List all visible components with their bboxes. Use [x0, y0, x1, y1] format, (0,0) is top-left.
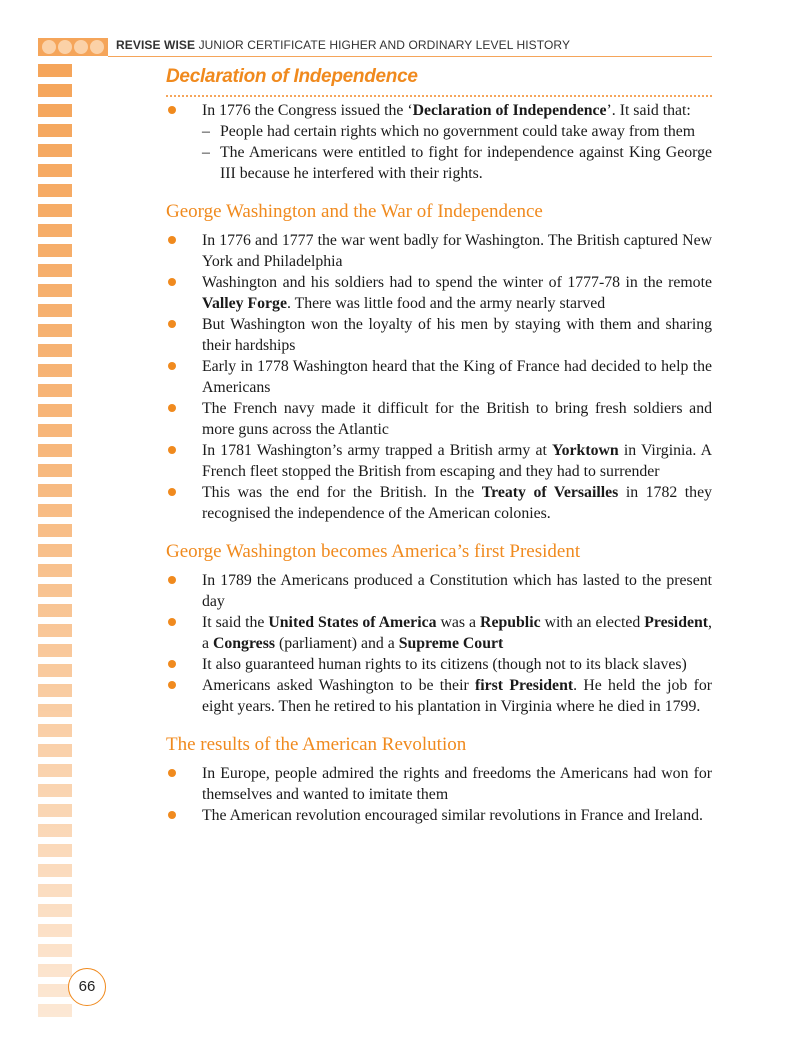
list-item [166, 314, 712, 356]
text-run: Washington and his soldiers had to spend the winter of 1777-78 in the remote [202, 274, 712, 291]
list-item [166, 272, 712, 314]
margin-stripes-fade [38, 64, 72, 1024]
sub-list-item [202, 142, 712, 184]
declaration-list [166, 100, 712, 184]
bold-term: Congress [212, 635, 275, 652]
sub-item-text: People had certain rights which no government could take away from them [220, 123, 696, 140]
text-run: , a [202, 614, 712, 652]
header-brand: REVISE WISE [116, 38, 196, 52]
header-dot [42, 40, 56, 54]
bold-term: Republic [480, 614, 541, 631]
bullet-icon [168, 488, 176, 496]
text-run: In 1776 and 1777 the war went badly for Washington. The British captured New York and Philadelphia [202, 232, 712, 270]
text-run: But Washington won the loyalty of his men by staying with them and sharing their hardships [202, 316, 712, 354]
text-run: in Virginia. A French fleet stopped the British from escaping and they had to surrender [202, 442, 712, 480]
text-run: The French navy made it difficult for the British to bring fresh soldiers and more guns across the Atlantic [202, 400, 712, 438]
bullet-icon [168, 362, 176, 370]
header-rule [108, 56, 712, 57]
bullet-icon [168, 769, 176, 777]
bullet-icon [168, 278, 176, 286]
list-item [166, 230, 712, 272]
list-item [166, 654, 712, 675]
text-run: (parliament) and a [275, 635, 399, 652]
bold-term: Yorktown [551, 442, 619, 459]
bullet-icon [168, 404, 176, 412]
bullet-icon [168, 681, 176, 689]
bullet-icon [168, 106, 176, 114]
text-run: In 1781 Washington’s army trapped a British army at [202, 442, 552, 459]
text-run: Americans asked Washington to be their [202, 677, 475, 694]
list-item [166, 570, 712, 612]
header-dot [58, 40, 72, 54]
list-item [166, 398, 712, 440]
header-dot [90, 40, 104, 54]
page-number: 66 [68, 968, 106, 1006]
declaration-sublist [202, 121, 712, 184]
header-dot [74, 40, 88, 54]
text-run: . There was little food and the army nearly starved [286, 295, 606, 312]
bold-term: first President [475, 677, 574, 694]
bullet-icon [168, 811, 176, 819]
bold-term: President [644, 614, 709, 631]
text-run: In 1776 the Congress issued the ‘ [202, 102, 413, 119]
bullet-list [166, 763, 712, 826]
bullet-icon [168, 236, 176, 244]
dash-icon: – [202, 123, 210, 140]
text-run: It said the [202, 614, 269, 631]
header-subtitle: JUNIOR CERTIFICATE HIGHER AND ORDINARY LEVEL HISTORY [198, 38, 571, 52]
bullet-list [166, 570, 712, 717]
bold-term: Supreme Court [398, 635, 504, 652]
section-heading: George Washington and the War of Independence [166, 201, 543, 222]
text-run: The American revolution encouraged similar revolutions in France and Ireland. [202, 807, 703, 824]
bold-term: Valley Forge [202, 295, 287, 312]
text-run: It also guaranteed human rights to its citizens (though not to its black slaves) [202, 656, 687, 673]
text-run: was a [436, 614, 481, 631]
list-item [166, 482, 712, 524]
text-run: ’. It said that: [606, 102, 691, 119]
text-run: This was the end for the British. In the [202, 484, 482, 501]
declaration-intro [202, 102, 691, 119]
list-item [166, 612, 712, 654]
running-header [116, 38, 570, 52]
text-run: in 1782 they recognised the independence of the American colonies. [202, 484, 712, 522]
title-dotted-rule [166, 95, 712, 97]
text-run: with an elected [540, 614, 645, 631]
list-item [166, 675, 712, 717]
section-heading: George Washington becomes America’s first President [166, 541, 581, 562]
page-title: Declaration of Independence [166, 66, 418, 87]
list-item [166, 805, 712, 826]
bullet-icon [168, 660, 176, 668]
dash-icon: – [202, 144, 210, 161]
list-item [166, 763, 712, 805]
bullet-icon [168, 618, 176, 626]
bold-term: United States of America [268, 614, 437, 631]
sub-list-item [202, 121, 712, 142]
section-heading: The results of the American Revolution [166, 734, 467, 755]
main-content [166, 100, 712, 826]
text-run: . He held the job for eight years. Then he retired to his plantation in Virginia where he died in 1799. [202, 677, 712, 715]
sub-item-text: The Americans were entitled to fight for independence against King George III because he interfered with their rights. [220, 144, 712, 182]
list-item [166, 100, 712, 184]
bullet-icon [168, 576, 176, 584]
text-run: Early in 1778 Washington heard that the King of France had decided to help the Americans [202, 358, 712, 396]
bullet-icon [168, 320, 176, 328]
bullet-list [166, 230, 712, 524]
bullet-icon [168, 446, 176, 454]
bold-term: Declaration of Independence [412, 102, 607, 119]
list-item [166, 356, 712, 398]
sections [166, 200, 712, 826]
text-run: In Europe, people admired the rights and freedoms the Americans had won for themselves and wanted to imitate them [202, 765, 712, 803]
bold-term: Treaty of Versailles [481, 484, 619, 501]
text-run: In 1789 the Americans produced a Constitution which has lasted to the present day [202, 572, 712, 610]
list-item [166, 440, 712, 482]
